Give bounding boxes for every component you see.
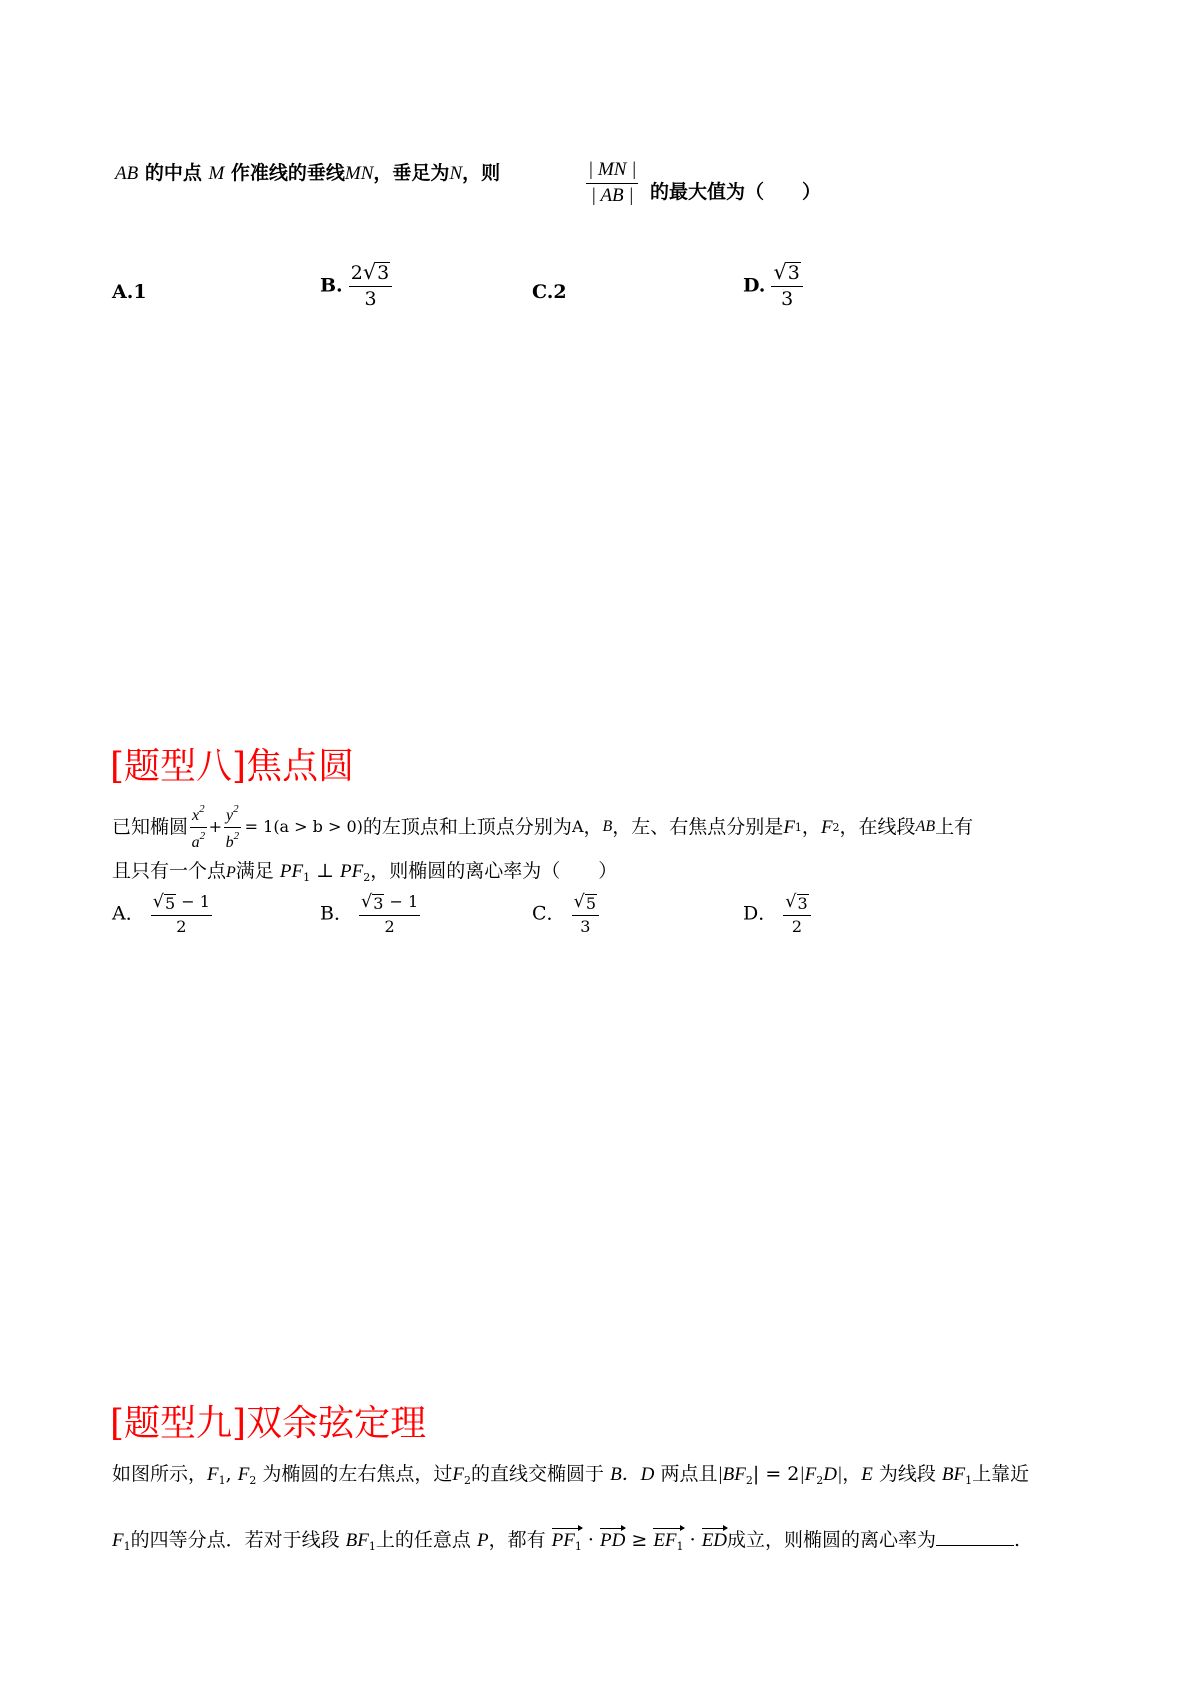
q2-option-a-label: A． (112, 902, 145, 925)
q3-abs-f2d-sub: 2 (816, 1474, 824, 1487)
q3-bf1: BF (941, 1464, 966, 1485)
q2-point-p: P (226, 864, 236, 881)
q3-text-6: 为线段 (878, 1463, 936, 1485)
q2-perp: ⊥ (316, 860, 334, 882)
q2-eq-y-sq: 2 (233, 802, 239, 815)
q3-l2-text-1: 的四等分点．若对于线段 (130, 1529, 340, 1551)
q3-dot-1: · (587, 1529, 594, 1551)
q3-vec-pf1-sub: 1 (574, 1540, 582, 1553)
q3-e: E (861, 1464, 873, 1485)
q2-cond-pf2: PF (340, 861, 364, 882)
q3-text-1: 如图所示， (112, 1463, 208, 1485)
q2-option-c: C． √ 5 3 (532, 893, 599, 935)
q3-dot-2: · (689, 1529, 696, 1551)
q1-option-c-value: 2 (553, 281, 567, 303)
q1-frac-den: | AB | (590, 184, 634, 206)
q2-f1-sub: 1 (794, 820, 802, 834)
q2-eq-x-sq: 2 (199, 802, 205, 815)
q3-comma: , (225, 1463, 238, 1485)
q2-cond-sub1: 1 (303, 871, 311, 884)
q1-stem-end: 的最大值为（ ） (650, 181, 822, 203)
q2-eq-b: b (225, 833, 234, 851)
q2-option-d-rad: 3 (797, 894, 808, 913)
q1-option-a-label: A. (112, 281, 134, 303)
q2-option-a-rad: 5 (165, 894, 176, 913)
q2-text-4: ，在线段 (839, 815, 916, 838)
q2-line2-text-3: ，则椭圆的离心率为（ ） (370, 860, 618, 882)
q3-vec-ef1: EF (653, 1530, 677, 1551)
q2-f2: F (820, 816, 833, 838)
q1-option-b-den: 3 (364, 287, 377, 310)
q1-mn: MN (344, 163, 374, 184)
q2-eq-b-sq: 2 (233, 829, 240, 842)
q3-abs-bf2-sub: 2 (745, 1474, 753, 1487)
q3-text-2: 为椭圆的左右焦点，过 (262, 1463, 453, 1485)
q2-text-5: 上有 (935, 815, 974, 838)
q1-option-b-label: B. (320, 274, 343, 297)
q1-option-d-den: 3 (781, 287, 794, 310)
q2-eq-y: y (226, 806, 234, 824)
q3-l2-bf1: BF (345, 1530, 369, 1551)
section-8-title: [题型八]焦点圆 (110, 746, 355, 787)
q3-ge: ≥ (631, 1529, 648, 1551)
q2-option-c-rad: 5 (585, 894, 596, 913)
q1-option-d-label: D. (743, 274, 766, 297)
q1-frac-num: | MN | (586, 160, 638, 184)
q1-fraction (586, 160, 638, 207)
q1-stem (115, 164, 500, 183)
q2-eq-a: a (191, 833, 200, 851)
q3-l2-text-4: 成立，则椭圆的离心率为 (727, 1529, 937, 1551)
q3-l2-bf1-sub: 1 (368, 1540, 376, 1553)
q1-m: M (208, 163, 225, 184)
q3-text-3: 的直线交椭圆于 (471, 1463, 605, 1485)
q2-option-c-label: C． (532, 902, 566, 925)
q2-option-c-den: 3 (580, 916, 591, 936)
q2-option-a-den: 2 (176, 916, 187, 936)
q1-option-c (532, 283, 567, 302)
q3-l2-p: P (476, 1530, 489, 1551)
q2-option-b-rad: 3 (373, 894, 384, 913)
q2-text-1: 已知椭圆 (112, 815, 189, 838)
q1-option-b-coef: 2 (350, 262, 363, 284)
q2-eq-rest: = 1(a > b > 0) (244, 817, 363, 836)
q3-l2-f1-sub: 1 (123, 1540, 131, 1553)
q2-point-b: B (602, 818, 613, 835)
q2-line2-text-2: 满足 (235, 860, 274, 882)
q1-option-d-rad: 3 (787, 262, 800, 284)
q1-text-1: 的中点 (138, 162, 202, 184)
q3-l2-text-2: 上的任意点 (375, 1529, 471, 1551)
q3-l2-f1: F (112, 1530, 124, 1551)
q2-line2-text-1: 且只有一个点 (112, 860, 227, 882)
q2-option-a-tail: − 1 (176, 892, 210, 911)
q1-option-b: B. 2 √ 3 3 (320, 262, 392, 310)
q1-option-a-value: 1 (133, 281, 147, 303)
q3-vec-pf1: PF (551, 1530, 575, 1551)
q2-option-d-label: D． (743, 902, 778, 925)
q3-abs-bf2: |BF (717, 1464, 746, 1485)
q2-f2-sub: 2 (832, 820, 840, 834)
q3-abs-f2d: |F (799, 1464, 817, 1485)
q3-line2 (112, 1529, 1020, 1552)
q1-n: N (449, 163, 463, 184)
q2-f1: F (783, 816, 795, 838)
q2-eq-a-sq: 2 (199, 829, 206, 842)
q3-bf1-sub: 1 (965, 1474, 973, 1487)
q2-cond-pf1: PF (279, 861, 304, 882)
q2-option-d-den: 2 (791, 916, 803, 936)
q2-option-a: A． √ 5 − 1 2 (112, 892, 210, 936)
answer-blank[interactable] (936, 1529, 1014, 1546)
q3-f2-sub: 2 (249, 1474, 257, 1487)
q2-option-b-label: B． (320, 902, 353, 925)
q2-option-b-tail: − 1 (384, 892, 419, 911)
q1-text-2: 作准线的垂线 (224, 162, 345, 184)
q2-text-2: 的左顶点和上顶点分别为 (362, 815, 572, 838)
q3-bd: B．D (610, 1464, 655, 1485)
q1-text-4: ，则 (462, 162, 501, 184)
q2-line1: 已知椭圆 $\frac{x^2}{a^2}$ + $\frac{y^2}{b^2}$ = 1(a > b > 0) 的左顶点和上顶点分别为 A ， B ，左、右焦点分别是 F 1 ， F 2 ，在线段 AB 上有 (112, 802, 974, 851)
q2-eq-plus: + (208, 817, 223, 836)
q3-f2b-sub: 2 (464, 1474, 471, 1487)
q2-point-a: A (571, 817, 584, 836)
q2-option-d: D． √ 3 2 (743, 893, 811, 935)
q3-text-5: ， (842, 1463, 862, 1485)
q3-f2b: F (452, 1464, 464, 1485)
q3-l2-text-3: ，都有 (488, 1529, 546, 1551)
q1-option-a (112, 283, 147, 302)
q3-line1 (112, 1465, 1029, 1486)
q3-vec-pd: PD (599, 1530, 626, 1551)
section-9-title: [题型九]双余弦定理 (110, 1403, 427, 1444)
q3-abs-f2d-end: D| (823, 1464, 843, 1485)
q2-text-3: ，左、右焦点分别是 (612, 815, 784, 838)
q1-option-d: D. √ 3 3 (743, 262, 803, 310)
q3-f1-sub: 1 (218, 1474, 226, 1487)
q3-abs-eq: | = 2 (752, 1463, 800, 1485)
q1-option-b-rad: 3 (377, 262, 390, 284)
q3-l2-end: . (1014, 1529, 1021, 1551)
q1-ab: AB (115, 163, 139, 184)
q2-segment-ab: AB (915, 818, 936, 835)
q3-f1: F (207, 1464, 219, 1485)
q1-option-c-label: C. (532, 281, 554, 303)
q2-line2 (112, 862, 617, 883)
q2-cond-sub2: 2 (363, 871, 371, 884)
q3-vec-ed: ED (701, 1530, 728, 1551)
q3-f2: F (237, 1464, 250, 1485)
q2-option-b: B． √ 3 − 1 2 (320, 892, 419, 936)
q3-text-7: 上靠近 (972, 1463, 1030, 1485)
q1-text-3: ，垂足为 (373, 162, 450, 184)
q3-vec-ef1-sub: 1 (676, 1540, 684, 1553)
q2-option-b-den: 2 (384, 916, 395, 936)
q2-eq-x: x (192, 806, 200, 824)
q3-text-4: 两点且 (660, 1463, 718, 1485)
